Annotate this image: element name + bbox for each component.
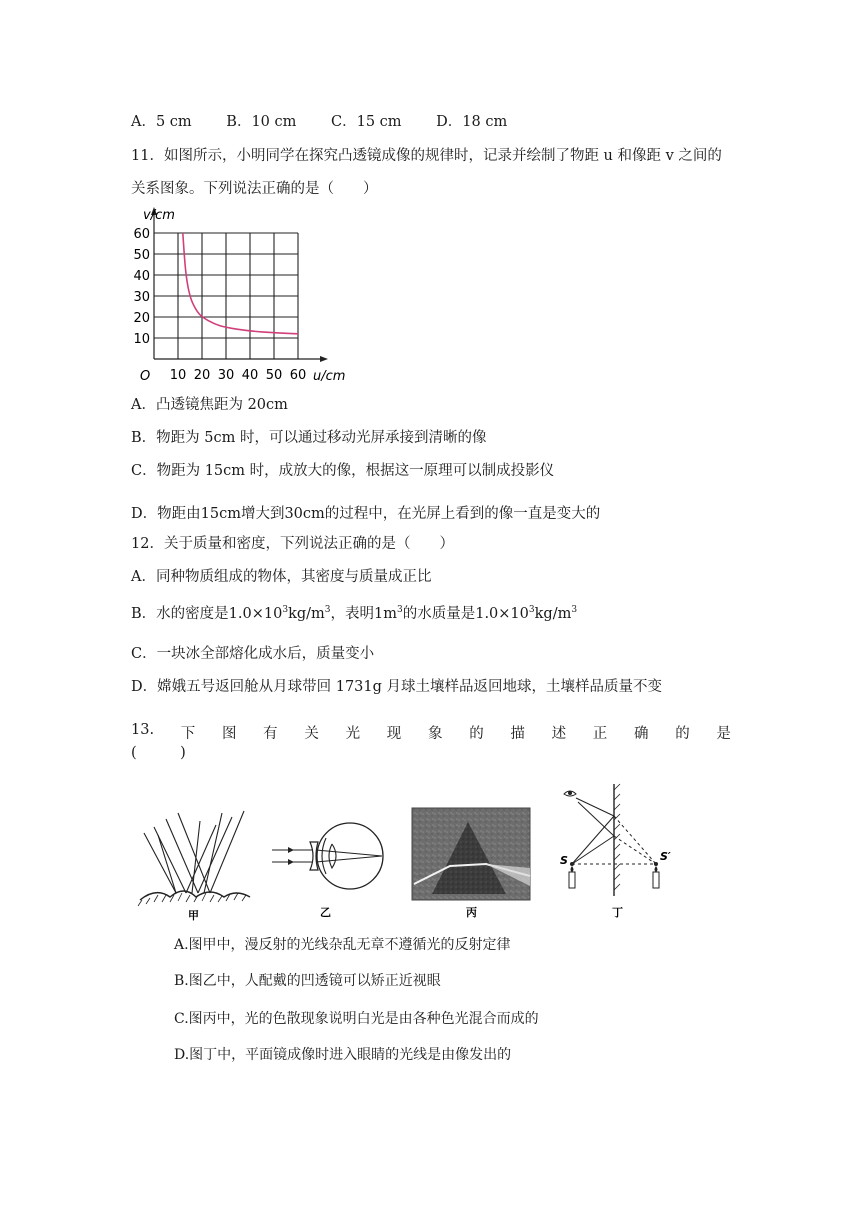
x-tick-label: 50 xyxy=(265,368,283,383)
chart-series-curve xyxy=(183,233,298,334)
q13-stem-line2: ( ) xyxy=(131,745,186,761)
figure-jia-diffuse-reflection xyxy=(136,805,254,925)
q10-choice-a: A．5 cm xyxy=(131,114,192,130)
q13-stem-char: 13. xyxy=(131,722,155,738)
x-axis-label: u/cm xyxy=(313,369,346,384)
y-tick-label: 20 xyxy=(133,311,150,326)
figure-bing-prism-dispersion xyxy=(410,806,535,924)
q11-graph xyxy=(128,203,358,385)
caption-yi: 乙 xyxy=(320,906,331,919)
y-tick-label: 10 xyxy=(133,332,150,347)
origin-label: O xyxy=(140,369,151,384)
y-tick-label: 40 xyxy=(133,269,150,284)
q12-option-a: A．同种物质组成的物体，其密度与质量成正比 xyxy=(131,569,432,585)
q13-stem-char: 的 xyxy=(675,726,690,742)
q13-stem-char: 是 xyxy=(716,726,731,742)
q13-stem-char: 的 xyxy=(469,726,484,742)
q13-stem-char: 光 xyxy=(345,726,361,742)
q13-stem-char: 描 xyxy=(510,726,525,742)
candle-image xyxy=(653,872,659,888)
q10-choice-d: D．18 cm xyxy=(436,114,508,130)
q11-option-a: A．凸透镜焦距为 20cm xyxy=(131,397,288,413)
eye-lens xyxy=(329,844,336,868)
q12-option-b: B．水的密度是$1.0\times 10^3kg/m^3$，表明$1m^3$的水质量是$1.0\times 10^3kg/m^3$ xyxy=(131,605,578,622)
x-tick-label: 30 xyxy=(217,368,235,383)
q13-stem-char: 象 xyxy=(427,726,443,742)
q12-option-d: D．嫦娥五号返回舱从月球带回 1731g 月球土壤样品返回地球，土壤样品质量不变 xyxy=(131,679,663,695)
q11-stem-line1: 11．如图所示，小明同学在探究凸透镜成像的规律时，记录并绘制了物距 u 和像距 v 之间的 xyxy=(131,148,722,164)
x-tick-label: 60 xyxy=(289,368,307,383)
q12-stem: 12．关于质量和密度，下列说法正确的是（ ） xyxy=(131,536,454,552)
q13-option-b: B.图乙中，人配戴的凹透镜可以矫正近视眼 xyxy=(174,973,441,989)
q11-stem-line2: 关系图象。下列说法正确的是（ ） xyxy=(131,181,378,197)
eyeball xyxy=(317,823,383,889)
y-tick-label: 30 xyxy=(133,290,150,305)
q13-stem-char: 关 xyxy=(304,726,319,742)
point-s-prime xyxy=(654,862,658,866)
caption-bing: 丙 xyxy=(466,906,477,919)
q13-stem-char: 述 xyxy=(551,726,567,742)
chart-ticks xyxy=(133,227,306,383)
figure-yi-concave-lens-eye xyxy=(270,812,388,924)
q13-stem-char: 现 xyxy=(386,726,402,742)
q10-choice-b: B．10 cm xyxy=(226,114,297,130)
label-s-prime: S′ xyxy=(660,850,671,863)
label-s: S xyxy=(560,854,568,867)
q13-stem-char: 有 xyxy=(263,726,278,742)
x-axis-arrow xyxy=(320,356,328,362)
rough-surface xyxy=(140,891,250,900)
candle-object xyxy=(569,872,575,888)
y-axis-label: v/cm xyxy=(143,208,175,223)
point-s xyxy=(570,862,574,866)
cornea xyxy=(322,838,326,874)
y-tick-label: 50 xyxy=(133,248,150,263)
x-tick-label: 40 xyxy=(241,368,259,383)
chart-grid xyxy=(154,233,298,359)
q11-option-d: D．物距由15cm增大到30cm的过程中，在光屏上看到的像一直是变大的 xyxy=(131,506,601,522)
q13-option-c: C.图丙中，光的色散现象说明白光是由各种色光混合而成的 xyxy=(174,1011,539,1027)
q13-stem-char: 确 xyxy=(634,726,649,742)
q13-stem-char: 下 xyxy=(180,726,196,742)
rays xyxy=(572,798,614,864)
q13-stem-char: 图 xyxy=(221,726,237,742)
q11-option-c: C．物距为 15cm 时，成放大的像，根据这一原理可以制成投影仪 xyxy=(131,463,555,479)
caption-ding: 丁 xyxy=(612,906,623,919)
q11-option-b: B．物距为 5cm 时，可以通过移动光屏承接到清晰的像 xyxy=(131,430,487,446)
q10-choices xyxy=(131,114,537,131)
x-tick-label: 10 xyxy=(169,368,187,383)
q12-option-c: C．一块冰全部熔化成水后，质量变小 xyxy=(131,646,375,662)
q13-option-a: A.图甲中，漫反射的光线杂乱无章不遵循光的反射定律 xyxy=(174,937,511,953)
caption-jia: 甲 xyxy=(188,909,199,922)
y-tick-label: 60 xyxy=(133,227,150,242)
q13-stem-char: 正 xyxy=(592,726,608,742)
figure-ding-plane-mirror xyxy=(556,780,676,922)
light-rays xyxy=(144,811,244,893)
q13-stem-line1 xyxy=(131,722,731,743)
q10-choice-c: C．15 cm xyxy=(331,114,402,130)
q13-option-d: D.图丁中，平面镜成像时进入眼睛的光线是由像发出的 xyxy=(174,1047,512,1063)
surface-hatch xyxy=(138,893,246,906)
x-tick-label: 20 xyxy=(193,368,211,383)
